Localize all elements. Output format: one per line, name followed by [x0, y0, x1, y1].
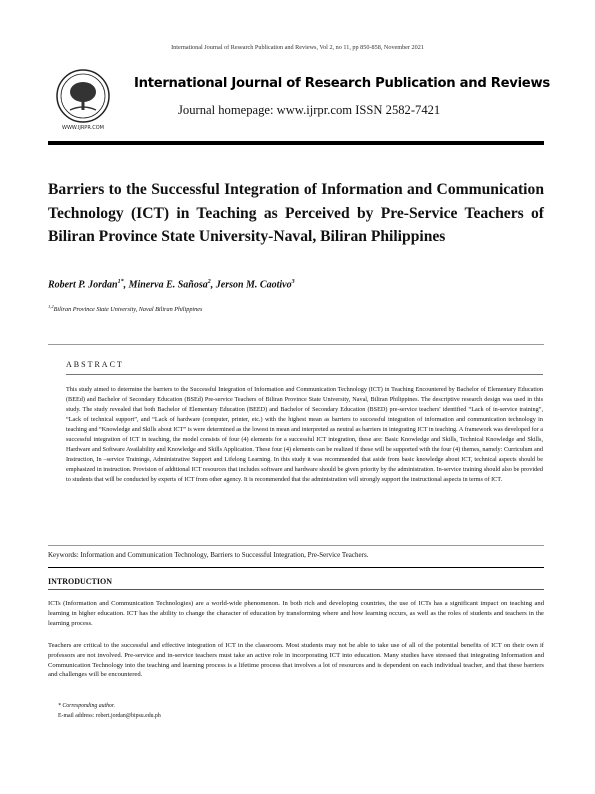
author-email: E-mail address: robert.jordan@bipsu.edu.ph	[58, 712, 161, 719]
journal-logo	[48, 66, 118, 132]
keywords: Keywords: Information and Communication Technology, Barriers to Successful Integration, Pre-Service Teachers.	[48, 551, 369, 559]
abstract-heading: ABSTRACT	[66, 360, 124, 369]
author-sup: 3	[291, 279, 295, 285]
intro-paragraph-2: Teachers are critical to the successful and effective integration of ICT in the classroom. Most students may not be able to take use of all of the potential benefits of ICT on their own if professors are not involved. Pre-service and in-service teachers must take an active role in incorporating ICT into education. Many studies have stressed that integrating Information and Communication Technology into the teaching and learning process is a lifetime process that involves a lot of resources and is dependent on each individual teacher, and that these barriers and challenges will be encountered.	[48, 642, 544, 679]
corresponding-author-note: * Corresponding author.	[58, 703, 115, 709]
author-sup: 2	[207, 279, 211, 285]
author-name: Minerva E. Sañosa	[128, 279, 208, 291]
affiliation-sup: 1,2	[48, 304, 54, 309]
introduction-divider	[48, 589, 544, 590]
abstract-divider	[66, 374, 543, 375]
affiliation-text: Biliran Province State University, Naval Biliran Philippines	[53, 306, 203, 314]
section-heading-introduction: INTRODUCTION	[48, 577, 113, 586]
author-list: Robert P. Jordan$^{1*}$, Minerva E. Sañosa$^2$, Jerson M. Caotivo$^3$	[48, 279, 295, 291]
journal-name: International Journal of Research Publication and Reviews	[134, 76, 550, 91]
footnote	[58, 702, 161, 721]
running-header: International Journal of Research Publication and Reviews, Vol 2, no 11, pp 850-858, November 2021	[171, 44, 424, 51]
abstract-text: This study aimed to determine the barriers to the Successful Integration of Information and Communication Technology (ICT) in Teaching Encountered by Bachelor of Elementary Education (BEEd) and Bachelor of Secondary Education (BSEd) Pre-service Teachers of Biliran Province State University, Naval, Biliran Philippines. The descriptive research design was used in this study. The study revealed that both Bachelor of Elementary Education (BEED) and Bachelor of Secondary Education (BSED) pre-service teachers' identified “Lack of in-service training”, “Lack of technical support”, and “Lack of hardware (computer, printer, etc.) with the highest mean as barriers to successful integration of information and communication technology in teaching and “Knowledge and Skills about ICT” is were determined as the lowest in mean and interpreted as neutral as barriers in integrating ICT in teaching. A framework was developed for a successful integration of ICT in teaching, the model consists of four (4) elements for a successful ICT integration, these are: Basic Knowledge and Skills, Technical Knowledge and Skills, Hardware and Software Availability and Knowledge and Skills Application. These four (4) elements can be realized if these will be supported with the four (4) themes, namely: Curriculum and Instruction, In –service Trainings, Administrative Support and Lifelong Learning. In this study it was recommended that aside from basic knowledge about ICT, technical aspects should be emphasized in instruction. Provision of additional ICT resources that includes software and hardware should be given priority by the administration. In-service training should also be provided to students that will be conducted by experts of ICT from other agency. It is recommended that the administration will strongly support the instructional aspects in terms of ICT.	[66, 386, 543, 484]
keywords-divider	[48, 567, 544, 568]
paper-title: Barriers to the Successful Integration of Information and Communication Technology (ICT) in Teaching as Perceived by Pre-Service Teachers of Biliran Province State University-Naval, Biliran Philippines	[48, 181, 544, 245]
logo-text: WWW.IJRPR.COM	[62, 125, 104, 131]
journal-homepage: Journal homepage: www.ijrpr.com ISSN 2582-7421	[178, 103, 441, 117]
affiliation	[48, 304, 202, 313]
author-sup: 1*	[117, 279, 124, 285]
header-divider	[48, 141, 544, 145]
author-name: Jerson M. Caotivo	[215, 279, 292, 291]
author-name: Robert P. Jordan	[48, 279, 118, 291]
intro-paragraph-1: ICTs (Information and Communication Technologies) are a world-wide phenomenon. In both rich and developing countries, the use of ICTs has a significant impact on teaching and learning in higher education. ICT has the ability to change the character of education by transforming where and how learning occurs, as well as the roles of students and teachers in the learning process.	[48, 600, 544, 627]
